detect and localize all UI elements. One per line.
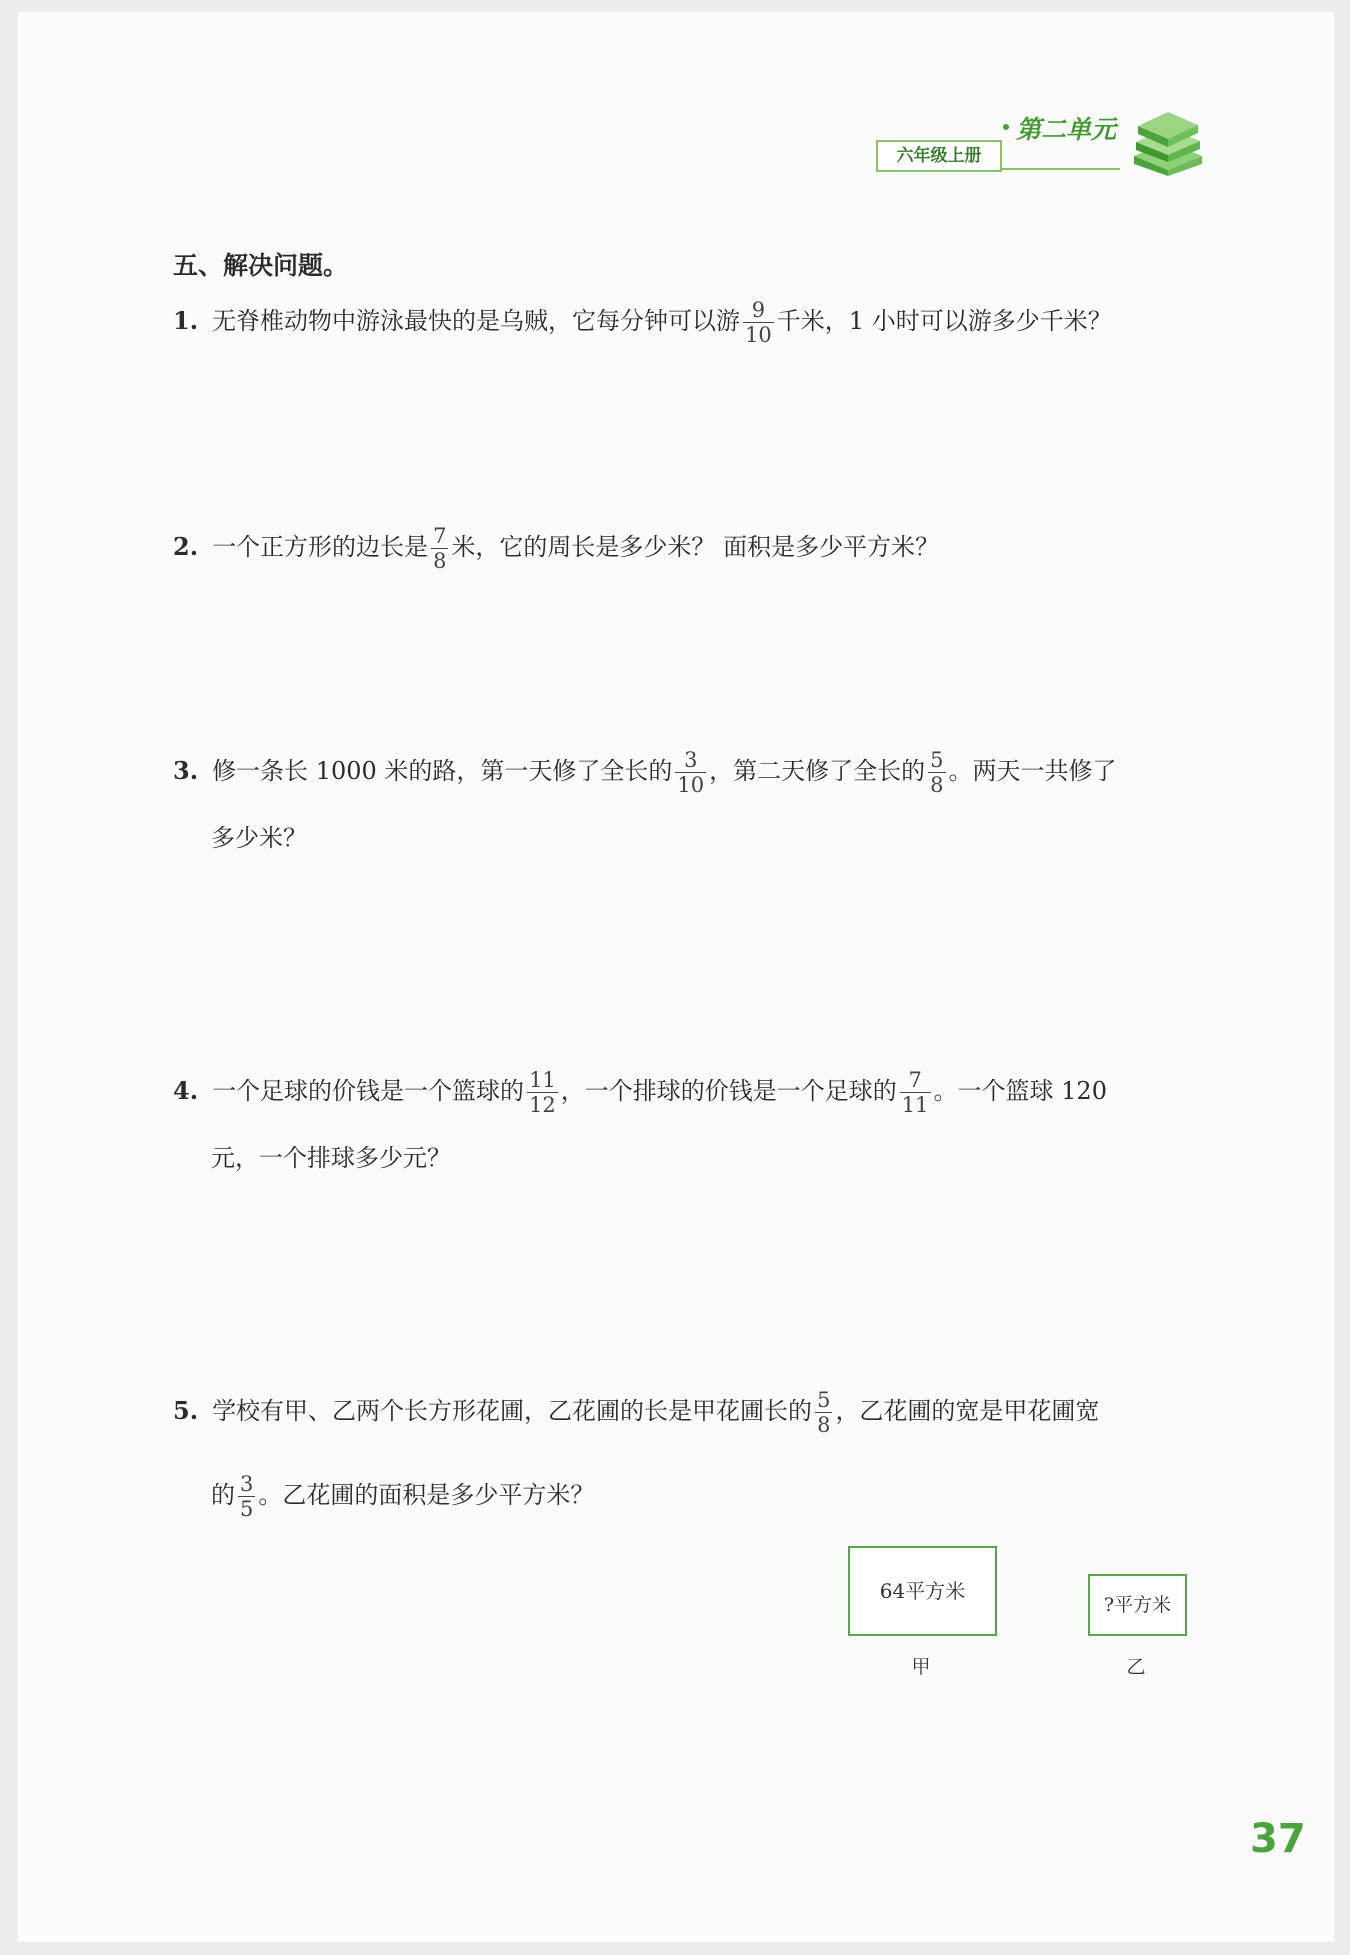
fraction — [928, 748, 945, 797]
fraction — [431, 524, 448, 573]
numerator: 11 — [529, 1068, 556, 1092]
plot-jia-area: 64平方米 — [879, 1579, 966, 1603]
question-text: 。乙花圃的面积是多少平方米？ — [258, 1481, 595, 1510]
numerator: 5 — [930, 748, 944, 772]
fraction — [900, 1068, 931, 1117]
numerator: 9 — [751, 298, 766, 322]
denominator: 10 — [745, 323, 772, 348]
plot-jia-caption: 甲 — [911, 1656, 931, 1678]
question-4-continued: 元，一个排球多少元？ — [211, 1144, 451, 1172]
fraction — [815, 1388, 832, 1437]
plot-yi-rect — [1088, 1574, 1187, 1636]
question-number: 3. — [173, 756, 199, 786]
question-5 — [173, 1388, 1099, 1437]
section-title: 五、解决问题。 — [173, 251, 349, 280]
question-text: 米，它的周长是多少米？ 面积是多少平方米？ — [451, 533, 940, 562]
grade-label: 六年级上册 — [876, 140, 1002, 172]
workbook-page — [18, 12, 1334, 1942]
header-underline — [1000, 168, 1120, 170]
question-number: 4. — [173, 1076, 199, 1106]
question-text: 的 — [211, 1481, 235, 1510]
unit-header — [876, 110, 1206, 182]
question-number: 5. — [173, 1396, 199, 1426]
numerator: 7 — [433, 524, 447, 548]
question-4 — [173, 1068, 1107, 1117]
plot-jia-rect — [848, 1546, 997, 1636]
question-text: ，乙花圃的宽是甲花圃宽 — [835, 1397, 1100, 1426]
fraction — [238, 1472, 255, 1521]
question-text: 一个正方形的边长是 — [212, 533, 429, 562]
page-number: 37 — [1250, 1816, 1306, 1862]
question-text: 一个足球的价钱是一个篮球的 — [212, 1077, 525, 1106]
denominator: 10 — [677, 773, 705, 798]
question-text: 学校有甲、乙两个长方形花圃，乙花圃的长是甲花圃长的 — [212, 1397, 813, 1426]
question-3 — [173, 748, 1117, 797]
unit-title: 第二单元 — [1016, 115, 1117, 144]
question-5-continued — [211, 1472, 594, 1521]
denominator: 8 — [930, 773, 944, 798]
question-text: 千米，1 小时可以游多少千米？ — [776, 307, 1112, 336]
plot-yi-area: ?平方米 — [1103, 1594, 1172, 1616]
question-text: 无脊椎动物中游泳最快的是乌贼，它每分钟可以游 — [212, 307, 741, 336]
fraction — [527, 1068, 558, 1117]
question-number: 1. — [173, 306, 199, 336]
plot-yi-caption: 乙 — [1126, 1656, 1146, 1678]
question-1 — [173, 298, 1112, 347]
numerator: 5 — [817, 1388, 831, 1412]
denominator: 12 — [529, 1093, 556, 1118]
question-2 — [173, 524, 939, 573]
denominator: 5 — [240, 1497, 254, 1522]
question-text: ，一个排球的价钱是一个足球的 — [560, 1077, 897, 1106]
question-text: 修一条长 1000 米的路，第一天修了全长的 — [212, 757, 673, 786]
denominator: 8 — [433, 549, 447, 574]
header-dot — [1003, 124, 1009, 130]
question-text: ，第二天修了全长的 — [709, 757, 926, 786]
question-3-continued: 多少米？ — [211, 824, 307, 852]
numerator: 7 — [908, 1068, 922, 1092]
question-text: 。两天一共修了 — [948, 757, 1117, 786]
numerator: 3 — [684, 748, 698, 772]
numerator: 3 — [240, 1472, 254, 1496]
fraction — [743, 298, 774, 347]
denominator: 8 — [817, 1413, 831, 1438]
question-number: 2. — [173, 532, 199, 562]
fraction — [675, 748, 706, 797]
books-icon — [1128, 110, 1206, 176]
question-text: 。一个篮球 120 — [933, 1077, 1107, 1106]
denominator: 11 — [901, 1093, 929, 1118]
